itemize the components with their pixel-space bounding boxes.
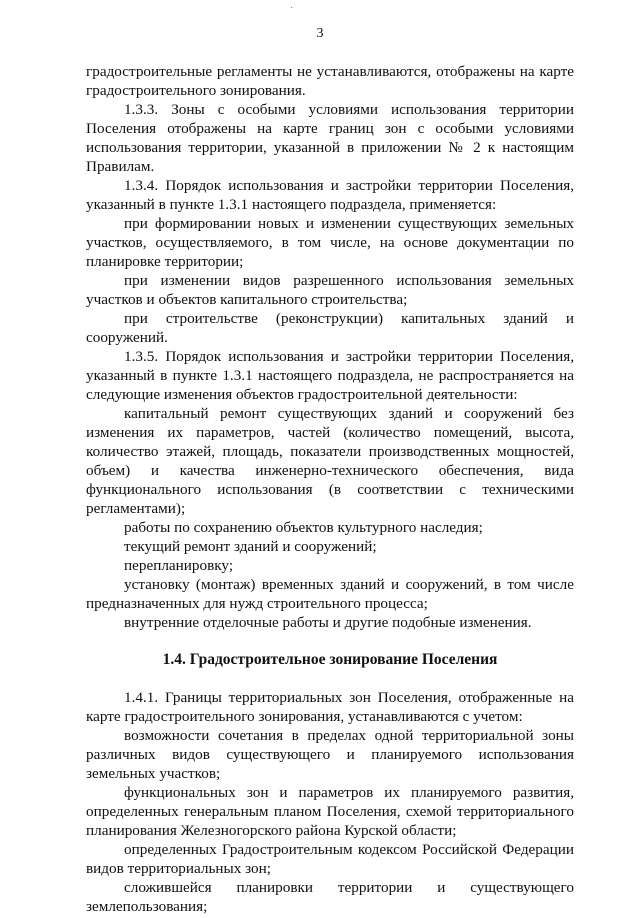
text-line: при изменении видов разрешенного использования земельных — [124, 272, 574, 289]
text-line: возможности сочетания в пределах одной территориальной зоны — [124, 727, 574, 744]
text-line: функциональных зон и параметров их планируемого развития, — [124, 784, 574, 801]
text-line: использования территории, указанной в приложении № 2 к настоящим — [86, 139, 574, 156]
text-line: изменения их параметров, частей (количество помещений, высота, — [86, 424, 574, 441]
text-line: перепланировку; — [124, 557, 234, 574]
page-number: 3 — [316, 26, 324, 41]
text-line: градостроительные регламенты не устанавливаются, отображены на карте — [86, 63, 574, 80]
text-line: участков и объектов капитального строительства; — [86, 291, 408, 308]
text-line: при строительстве (реконструкции) капитальных зданий и — [124, 310, 574, 327]
text-line: установку (монтаж) временных зданий и сооружений, в том числе — [124, 576, 574, 593]
text-line: определенных генеральным планом Поселения, схемой территориального — [86, 803, 574, 820]
text-line: определенных Градостроительным кодексом Российской Федерации — [124, 841, 574, 858]
text-line: работы по сохранению объектов культурного наследия; — [124, 519, 483, 536]
text-line: капитальный ремонт существующих зданий и сооружений без — [124, 405, 574, 422]
text-line: внутренние отделочные работы и другие подобные изменения. — [124, 614, 532, 631]
text-line: указанный в пункте 1.3.1 настоящего подраздела, применяется: — [86, 196, 497, 213]
text-line: предназначенных для нужд строительного процесса; — [86, 595, 428, 612]
text-line: планирования Железногорского района Курской области; — [86, 822, 457, 839]
text-line: при формировании новых и изменении существующих земельных — [124, 215, 574, 232]
text-line: Правилам. — [86, 158, 155, 175]
text-line: градостроительного зонирования. — [86, 82, 306, 99]
text-line: земельных участков; — [86, 765, 221, 782]
text-line: участков, осуществляемого, в том числе, на основе документации по — [86, 234, 574, 251]
text-line: 1.3.5. Порядок использования и застройки территории Поселения, — [124, 348, 574, 365]
text-line: землепользования; — [86, 898, 208, 915]
text-line: регламентами); — [86, 500, 186, 517]
text-line: количество этажей, площадь, показатели производственных мощностей, — [86, 443, 574, 460]
text-line: функционального использования (в соответствии с техническими — [86, 481, 574, 498]
text-line: следующие изменения объектов градостроительной деятельности: — [86, 386, 518, 403]
text-line: сложившейся планировки территории и существующего — [124, 879, 574, 896]
text-line: Поселения отображены на карте границ зон с особыми условиями — [86, 120, 574, 137]
section-heading: 1.4. Градостроительное зонирование Поселения — [162, 651, 498, 668]
text-line: видов территориальных зон; — [86, 860, 271, 877]
text-line: 1.4.1. Границы территориальных зон Поселения, отображенные на — [124, 689, 574, 706]
text-line: планировке территории; — [86, 253, 244, 270]
text-line: текущий ремонт зданий и сооружений; — [124, 538, 377, 555]
text-line: 1.3.4. Порядок использования и застройки территории Поселения, — [124, 177, 574, 194]
text-line: карте градостроительного зонирования, устанавливаются с учетом: — [86, 708, 523, 725]
text-line: указанный в пункте 1.3.1 настоящего подраздела, не распространяется на — [86, 367, 574, 384]
text-line: сооружений. — [86, 329, 168, 346]
text-line: объем) и качества инженерно-технического обеспечения, вида — [86, 462, 574, 479]
text-line: 1.3.3. Зоны с особыми условиями использования территории — [124, 101, 574, 118]
scan-mark: · — [290, 3, 294, 14]
text-line: различных видов существующего и планируемого использования — [86, 746, 574, 763]
